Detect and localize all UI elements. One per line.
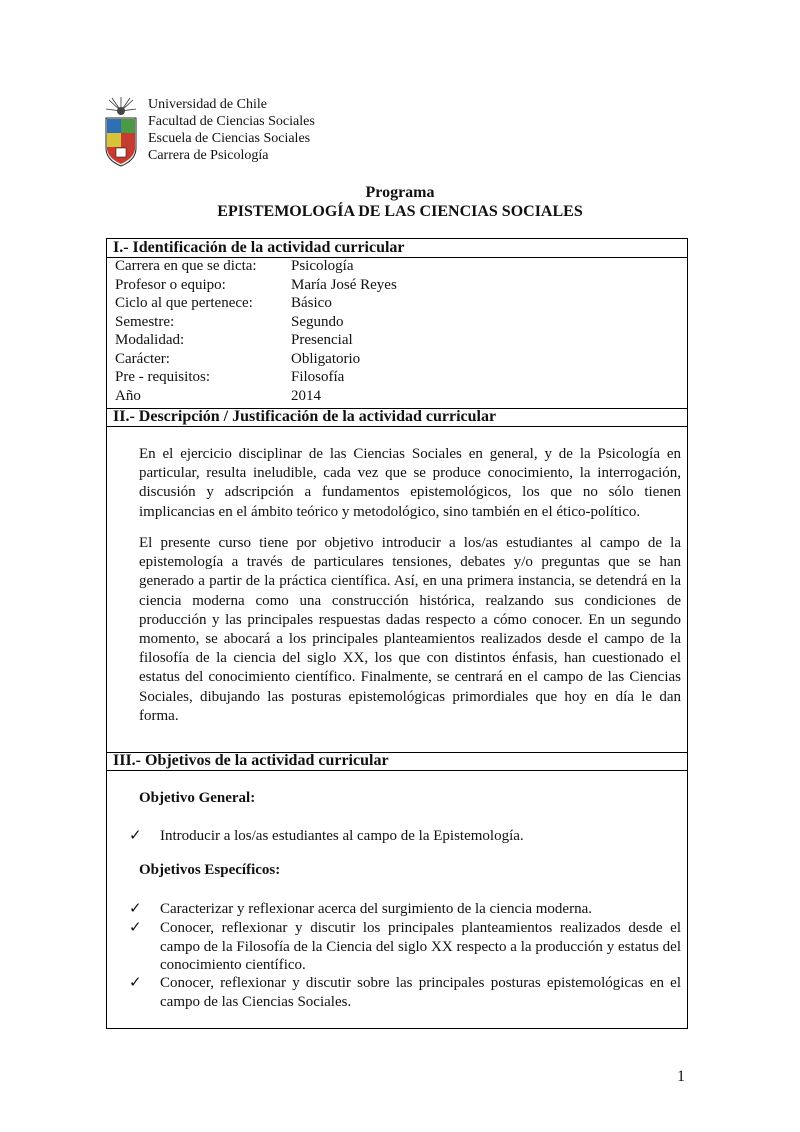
check-icon: ✓ [129,920,142,936]
page-number: 1 [677,1068,685,1085]
institution-faculty: Facultad de Ciencias Sociales [148,114,315,129]
check-icon: ✓ [129,828,142,844]
institution-university: Universidad de Chile [148,97,267,112]
institution-career: Carrera de Psicología [148,148,269,163]
general-objective-heading: Objetivo General: [139,790,256,806]
id-row [115,350,397,369]
id-value: Segundo [291,313,344,330]
id-row [115,368,397,387]
id-row [115,276,397,295]
id-label: Profesor o equipo: [115,276,226,293]
specific-objective-item: ✓ Caracterizar y reflexionar acerca del surgimiento de la ciencia moderna. [129,901,592,917]
id-row [115,387,397,406]
id-value: Básico [291,295,332,311]
id-row [115,257,397,276]
id-value: Psicología [291,258,354,274]
id-label: Semestre: [115,313,175,330]
specific-objective-item: ✓ Conocer, reflexionar y discutir sobre las principales posturas epistemológicas en el campo de las Ciencias Sociales. [129,975,681,1010]
id-label: Año [115,387,141,404]
id-value: 2014 [291,387,321,404]
document-heading: Programa [365,184,435,201]
section-description-title: II.- Descripción / Justificación de la actividad curricular [107,408,687,427]
specific-objectives-heading: Objetivos Específicos: [139,862,281,878]
id-label: Modalidad: [115,332,185,348]
section-description [106,408,688,753]
id-label: Carácter: [115,350,170,367]
section-objectives-title: III.- Objetivos de la actividad curricular [107,752,687,771]
description-paragraph: El presente curso tiene por objetivo introducir a los/as estudiantes al campo de la epistemología a través de particulares tensiones, debates y/o preguntas que se han generado a partir de la práctica científica. Así, en una primera instancia, se detendrá en la ciencia moderna como una construcción histórica, realzando sus condiciones de producción y las principales respuestas dadas respecto a cómo conocer. En un segundo momento, se abocará a los principales planteamientos realizados desde el campo de la filosofía de la ciencia del siglo XX, los que con distintos énfasis, han cuestionado el estatus del conocimiento científico. Finalmente, se centrará en el campo de las Ciencias Sociales, dibujando las posturas epistemológicas primordiales que hoy en día le dan forma. [139,535,681,724]
id-value: Presencial [291,332,353,348]
document-title: EPISTEMOLOGÍA DE LAS CIENCIAS SOCIALES [217,203,583,220]
specific-objective-item: ✓ Conocer, reflexionar y discutir los principales planteamientos realizados desde el campo de la Filosofía de la Ciencia del siglo XX respecto a la producción y estatus del conocimiento científico. [129,920,681,973]
id-label: Pre - requisitos: [115,369,210,385]
id-value: María José Reyes [291,276,397,293]
id-value: Filosofía [291,369,345,385]
identification-table [115,257,397,405]
id-label: Carrera en que se dicta: [115,258,257,274]
description-paragraph: En el ejercicio disciplinar de las Ciencias Sociales en general, y de la Psicología en particular, resulta ineludible, cada vez que se produce conocimiento, la interrogación, discusión y adscripción a fundamentos epistemológicos, los que no sólo tienen implicancias en el ámbito teórico y metodológico, sino también en el ético-político. [139,446,681,520]
id-row [115,331,397,350]
institution-block [148,96,315,164]
section-identification-title: I.- Identificación de la actividad curricular [107,239,687,258]
university-seal-logo [103,96,139,168]
id-label: Ciclo al que pertenece: [115,295,253,311]
section-objectives [106,752,688,1029]
id-value: Obligatorio [291,350,361,367]
institution-school: Escuela de Ciencias Sociales [148,131,311,146]
id-row [115,294,397,313]
general-objective-item: ✓ Introducir a los/as estudiantes al campo de la Epistemología. [129,828,524,844]
id-row [115,313,397,332]
check-icon: ✓ [129,975,142,991]
document-titles [0,183,800,221]
section-identification [106,238,688,409]
check-icon: ✓ [129,901,142,917]
